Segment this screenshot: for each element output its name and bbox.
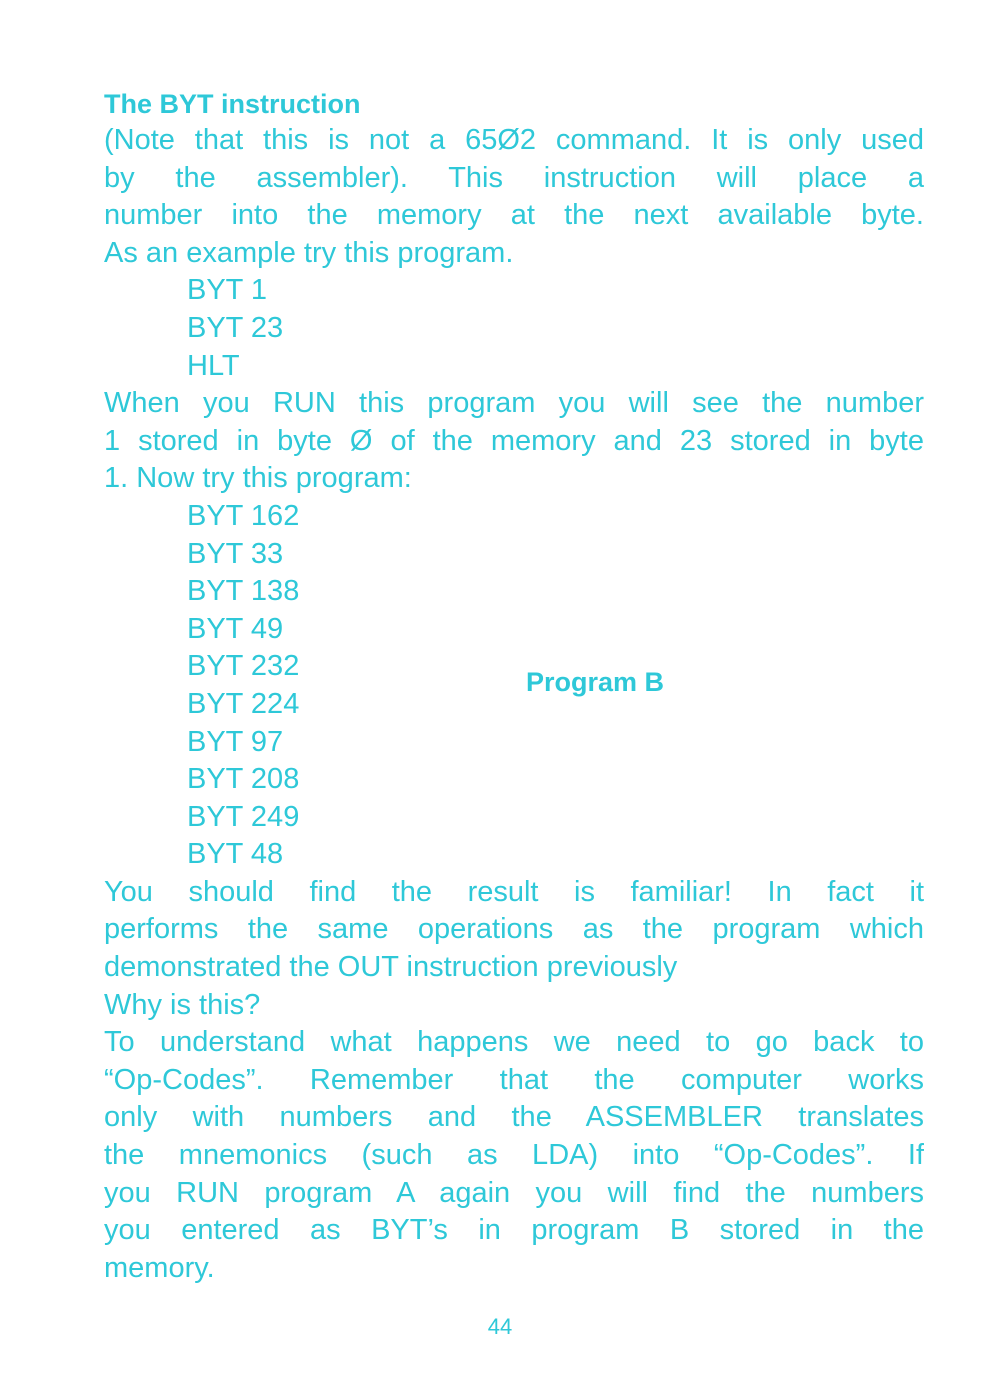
- code-line: BYT 48: [187, 838, 284, 871]
- program-b-label: Program B: [526, 667, 665, 697]
- code-line: BYT 138: [187, 575, 300, 608]
- code-line: BYT 97: [187, 725, 284, 758]
- code-line: BYT 162: [187, 499, 300, 532]
- code-line: BYT 232: [187, 650, 300, 683]
- code-line: BYT 249: [187, 800, 300, 833]
- intro-line: (Note that this is not a 65Ø2 command. It is only used: [104, 124, 924, 156]
- code-line: BYT 1: [187, 274, 268, 307]
- body-line: memory.: [104, 1251, 215, 1284]
- program-a-listing: [104, 272, 924, 385]
- intro-line: number into the memory at the next available byte.: [104, 199, 924, 232]
- body-line: 1 stored in byte Ø of the memory and 23 stored in byte: [104, 424, 924, 457]
- page-body: [104, 86, 924, 1287]
- body-line: you entered as BYT’s in program B stored in the: [104, 1214, 924, 1247]
- page-number: 44: [487, 1314, 513, 1339]
- section-heading: The BYT instruction: [104, 89, 361, 119]
- intro-paragraph: [104, 122, 924, 272]
- code-line: BYT 23: [187, 311, 284, 344]
- intro-line: by the assembler). This instruction will place a: [104, 161, 924, 194]
- code-line: BYT 208: [187, 763, 300, 796]
- code-line: BYT 224: [187, 687, 300, 720]
- body-line: 1. Now try this program:: [104, 462, 412, 495]
- body-line: performs the same operations as the program which: [104, 913, 924, 946]
- intro-line: As an example try this program.: [104, 236, 514, 269]
- body-line: the mnemonics (such as LDA) into “Op-Codes”. If: [104, 1139, 924, 1172]
- middle-paragraph: [104, 385, 924, 498]
- code-line: BYT 49: [187, 612, 284, 645]
- body-line: To understand what happens we need to go back to: [104, 1026, 924, 1059]
- body-line: Why is this?: [104, 988, 261, 1021]
- body-line: You should find the result is familiar! In fact it: [104, 875, 924, 908]
- body-line: demonstrated the OUT instruction previously: [104, 951, 678, 984]
- body-line: When you RUN this program you will see the number: [104, 387, 924, 420]
- body-line: only with numbers and the ASSEMBLER translates: [104, 1101, 924, 1134]
- code-line: HLT: [187, 349, 240, 382]
- body-line: you RUN program A again you will find the numbers: [104, 1176, 924, 1209]
- code-line: BYT 33: [187, 537, 284, 570]
- program-b-listing: [104, 498, 924, 874]
- closing-paragraph: [104, 874, 924, 1288]
- body-line: “Op-Codes”. Remember that the computer works: [104, 1063, 924, 1096]
